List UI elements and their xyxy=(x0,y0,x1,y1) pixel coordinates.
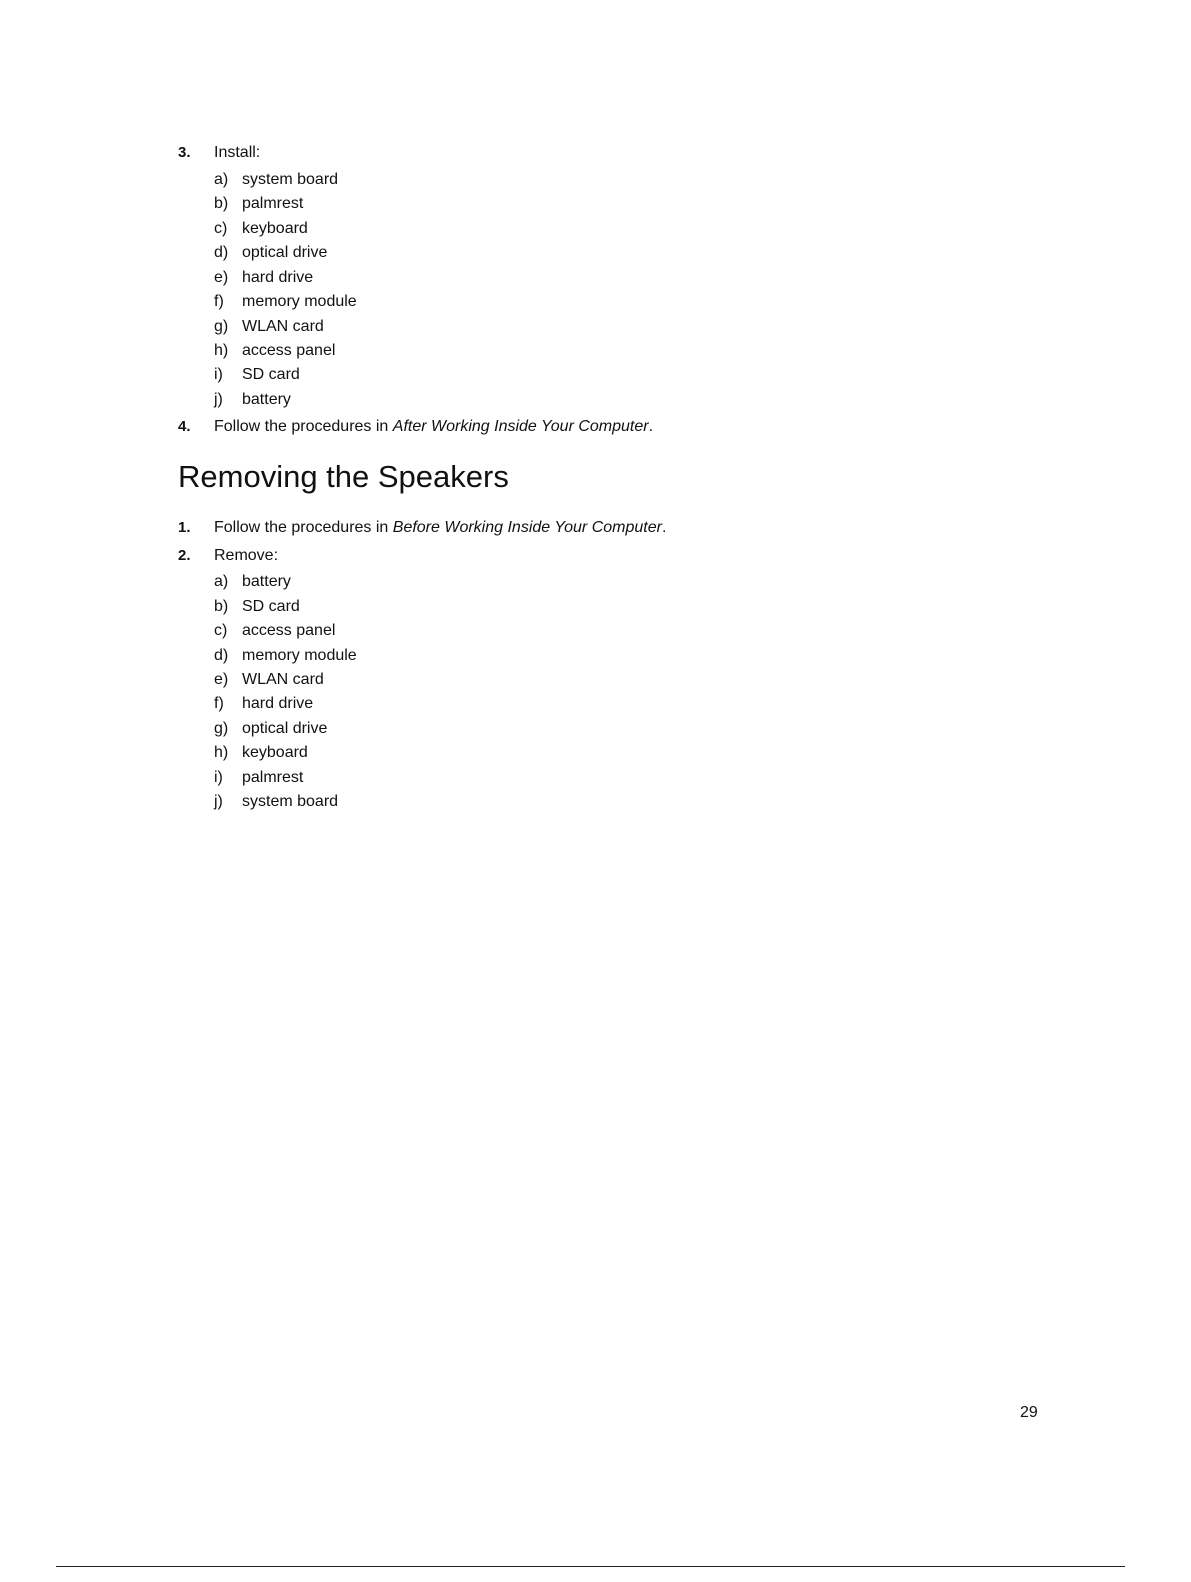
list-item-text: SD card xyxy=(242,366,300,383)
list-item-text: hard drive xyxy=(242,269,314,286)
list-item xyxy=(214,597,300,617)
list-item-text: battery xyxy=(242,573,291,590)
list-item-letter: d) xyxy=(214,244,229,261)
step-text: Remove: xyxy=(214,547,279,564)
list-item-letter: g) xyxy=(214,720,229,737)
list-item-letter: b) xyxy=(214,598,229,615)
list-item-letter: e) xyxy=(214,269,229,286)
list-item-letter: g) xyxy=(214,318,229,335)
list-item-text: access panel xyxy=(242,622,336,639)
list-item xyxy=(214,219,308,239)
list-item-text: WLAN card xyxy=(242,671,324,688)
list-item-letter: c) xyxy=(214,220,228,237)
list-item-text: WLAN card xyxy=(242,318,324,335)
step-text-prefix: Follow the procedures in xyxy=(214,418,393,435)
step-text: Install: xyxy=(214,144,261,161)
page-number: 29 xyxy=(1020,1404,1038,1421)
step-text-prefix: Follow the procedures in xyxy=(214,519,393,536)
list-item-letter: a) xyxy=(214,573,229,590)
list-item-letter: c) xyxy=(214,622,228,639)
list-item xyxy=(214,694,313,714)
step-text xyxy=(214,518,666,538)
list-item-letter: f) xyxy=(214,293,224,310)
list-item-letter: b) xyxy=(214,195,229,212)
list-item-text: SD card xyxy=(242,598,300,615)
step-number: 3. xyxy=(178,144,191,161)
list-item-letter: j) xyxy=(214,793,223,810)
list-item xyxy=(214,268,313,288)
list-item xyxy=(214,719,327,739)
list-item-letter: d) xyxy=(214,647,229,664)
list-item xyxy=(214,646,357,666)
list-item xyxy=(214,792,338,812)
list-item-text: keyboard xyxy=(242,220,308,237)
after-working-reference[interactable]: After Working Inside Your Computer xyxy=(392,418,649,435)
before-working-step xyxy=(178,518,666,538)
list-item-letter: i) xyxy=(214,769,223,786)
list-item-text: system board xyxy=(242,793,339,810)
list-item xyxy=(214,390,291,410)
step-number: 2. xyxy=(178,547,191,564)
list-item xyxy=(214,341,335,361)
list-item-text: optical drive xyxy=(242,720,328,737)
install-step xyxy=(178,143,260,163)
list-item-text: memory module xyxy=(242,647,357,664)
list-item-letter: j) xyxy=(214,391,223,408)
remove-step xyxy=(178,546,278,566)
list-item-letter: e) xyxy=(214,671,229,688)
section-heading: Removing the Speakers xyxy=(178,459,509,494)
list-item-letter: a) xyxy=(214,171,229,188)
list-item-text: battery xyxy=(242,391,291,408)
step-number: 1. xyxy=(178,519,191,536)
list-item xyxy=(214,768,303,788)
list-item xyxy=(214,365,300,385)
list-item-text: hard drive xyxy=(242,695,314,712)
before-working-reference[interactable]: Before Working Inside Your Computer xyxy=(392,519,662,536)
list-item-letter: f) xyxy=(214,695,224,712)
step-text xyxy=(214,417,653,437)
list-item-text: keyboard xyxy=(242,744,308,761)
step-number: 4. xyxy=(178,418,191,435)
list-item-text: access panel xyxy=(242,342,336,359)
list-item xyxy=(214,621,335,641)
list-item xyxy=(214,317,324,337)
list-item-text: memory module xyxy=(242,293,357,310)
list-item-letter: h) xyxy=(214,744,229,761)
list-item xyxy=(214,170,338,190)
list-item-letter: h) xyxy=(214,342,229,359)
step-text-suffix: . xyxy=(661,519,667,536)
list-item-text: optical drive xyxy=(242,244,328,261)
list-item-text: palmrest xyxy=(242,769,304,786)
list-item-letter: i) xyxy=(214,366,223,383)
list-item xyxy=(214,572,291,592)
list-item-text: palmrest xyxy=(242,195,304,212)
list-item-text: system board xyxy=(242,171,339,188)
after-working-step xyxy=(178,417,653,437)
step-text-suffix: . xyxy=(648,418,654,435)
list-item xyxy=(214,243,327,263)
footer-divider xyxy=(56,1566,1125,1567)
list-item xyxy=(214,194,303,214)
list-item xyxy=(214,670,324,690)
list-item xyxy=(214,292,357,312)
list-item xyxy=(214,743,308,763)
